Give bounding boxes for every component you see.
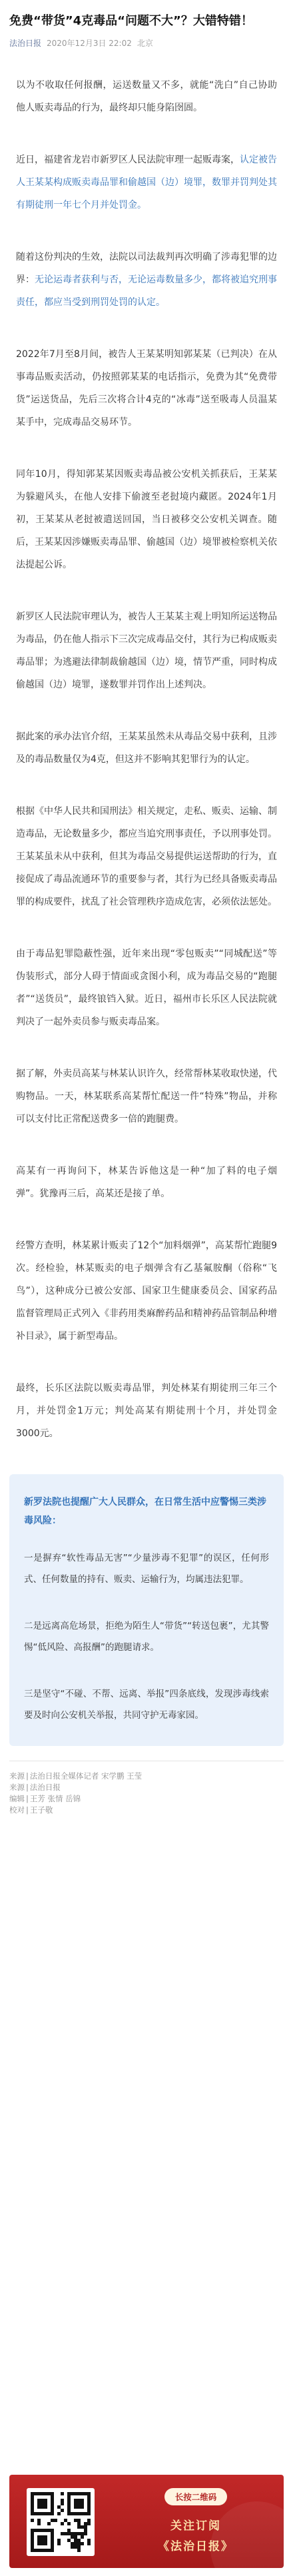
paragraph-text: 近日，福建省龙岩市新罗区人民法院审理一起贩毒案，: [16, 155, 240, 165]
qr-module: [57, 2539, 61, 2542]
qr-module: [84, 2525, 87, 2529]
qr-module: [37, 2522, 41, 2525]
qr-module: [77, 2545, 81, 2549]
tip-item: 二是远离高危场景，拒绝为陌生人“带货”“转送包裹”，尤其警惕“低风险、高报酬”的跑腿请求。: [24, 1621, 269, 1653]
qr-module: [77, 2542, 81, 2545]
qr-module: [67, 2529, 71, 2532]
paragraph: [16, 1377, 277, 1445]
credit-separator: |: [26, 1771, 29, 1781]
qr-module: [87, 2522, 91, 2525]
qr-module: [87, 2519, 91, 2522]
paragraph-text: 根据《中华人民共和国刑法》相关规定，走私、贩卖、运输、制造毒品，无论数量多少，都应当追究刑事责任，予以刑事处罚。王某某虽未从中获利，但其为毒品交易提供运送帮助的行为，直接促成了毒品流通环节的重要参与者，其行为已经具备贩卖毒品罪的构成要件，扰乱了社会管理秩序造成危害，必须依法惩处。: [16, 806, 277, 907]
paragraph-text: 随着这份判决的生效，法院以司法裁判再次明确了涉毒犯罪的边界：: [16, 252, 277, 285]
qr-module: [57, 2542, 61, 2545]
qr-module: [67, 2522, 71, 2525]
tip-item: 三是坚守“不碰、不帮、远离、举报”四条底线，发现涉毒线索要及时向公安机关举报，共同守护无毒家园。: [24, 1689, 269, 1721]
credit-separator: |: [26, 1783, 29, 1792]
qr-module: [47, 2522, 51, 2525]
qr-module: [77, 2532, 81, 2535]
qr-module: [81, 2525, 84, 2529]
qr-module: [31, 2519, 34, 2522]
qr-module: [67, 2539, 71, 2542]
tip-list: [24, 1547, 269, 1726]
credit-line: [9, 1805, 284, 1816]
qr-module: [84, 2529, 87, 2532]
qr-module: [77, 2539, 81, 2542]
paragraph: [16, 74, 277, 119]
credit-line: [9, 1771, 284, 1782]
qr-module: [74, 2519, 77, 2522]
qr-module: [74, 2535, 77, 2539]
credit-value: 王芳 张情 岳锦: [29, 1794, 81, 1803]
qr-module: [67, 2532, 71, 2535]
article-title: 免费“带货”4克毒品“问题不大”？大错特错！: [9, 14, 253, 28]
article-meta: [9, 37, 284, 49]
credit-label: 编辑: [9, 1794, 25, 1803]
highlighted-text: 认定被告人王某某构成贩卖毒品罪和偷越国（边）境罪，数罪并罚判处其有期徒刑一年七个月并处罚金。: [16, 155, 277, 211]
subscribe-banner[interactable]: [9, 2475, 284, 2568]
qr-module: [81, 2532, 84, 2535]
qr-module: [64, 2532, 67, 2535]
qr-module: [37, 2519, 41, 2522]
paragraph-text: 由于毒品犯罪隐蔽性强，近年来出现“零包贩卖”“同城配送”等伪装形式，部分人碍于情面或贪图小利，成为毒品交易的“跑腿者”“送货员”，最终锒铛入狱。近日，福州市长乐区人民法院就判决了一起外卖员参与贩卖毒品案。: [16, 949, 277, 1027]
qr-module: [61, 2492, 64, 2495]
qr-module: [81, 2542, 84, 2545]
credit-label: 来源: [9, 1783, 25, 1792]
qr-module: [61, 2509, 64, 2512]
qr-module: [61, 2532, 64, 2535]
tip-title: 新罗法院也提醒广大人民群众，在日常生活中应警惕三类涉毒风险：: [24, 1497, 266, 1526]
credit-list: [9, 1771, 284, 1816]
paragraph: [16, 943, 277, 1033]
paragraph-text: 同年10月，得知郭某某因贩卖毒品被公安机关抓获后，王某某为躲避风头，在他人安排下偷渡至老挝境内藏匿。2024年1月初，王某某从老挝被遣送回国，当日被移交公安机关调查。随后，王某某因涉嫌贩卖毒品罪、偷越国（边）境罪被检察机关依法提起公诉。: [16, 469, 277, 570]
qr-module: [77, 2522, 81, 2525]
qr-code-icon[interactable]: [27, 2488, 95, 2556]
article-header: [0, 0, 293, 49]
qr-module: [77, 2519, 81, 2522]
credit-line: [9, 1782, 284, 1793]
qr-module: [57, 2512, 61, 2515]
qr-module: [74, 2539, 77, 2542]
qr-module: [87, 2542, 91, 2545]
publish-location: 北京: [137, 39, 153, 48]
paragraph: [16, 606, 277, 696]
banner-text: [123, 2488, 269, 2553]
highlighted-text: 无论运毒者获利与否，无论运毒数量多少，都将被追究刑事责任，都应当受到刑罚处罚的认定。: [16, 274, 277, 308]
paragraph: [16, 246, 277, 314]
paragraph-text: 经警方查明，林某累计贩卖了12个“加料烟弹”，高某帮忙跑腿9次。经检验，林某贩卖的电子烟弹含有乙基氟胺酮（俗称“飞鸟”），这种成分已被公安部、国家卫生健康委员会、国家药品监督管理局正式列入《非药用类麻醉药品和精神药品管制品种增补目录》，属于新型毒品。: [16, 1240, 277, 1342]
qr-module: [54, 2519, 57, 2522]
qr-module: [61, 2522, 64, 2525]
source-link[interactable]: 法治日报: [9, 39, 42, 48]
credit-label: 校对: [9, 1805, 25, 1815]
qr-module: [74, 2532, 77, 2535]
credits: [0, 1746, 293, 1816]
credit-line: [9, 1793, 284, 1805]
paragraph-text: 新罗区人民法院审理认为，被告人王某某主观上明知所运送物品为毒品，仍在他人指示下三次完成毒品交付，其行为已构成贩卖毒品罪；为逃避法律制裁偷越国（边）境，情节严重，同时构成偷越国（边）境罪，遂数罪并罚作出上述判决。: [16, 612, 277, 690]
paragraph-text: 2022年7月至8月间，被告人王某某明知郭某某（已判决）在从事毒品贩卖活动，仍按照郭某某的电话指示，免费为其“免费带货”运送货品，先后三次将合计4克的“冰毒”送至吸毒人员温某某手中，完成毒品交易环节。: [16, 349, 277, 428]
credit-separator: |: [26, 1794, 29, 1803]
qr-module: [84, 2532, 87, 2535]
qr-module: [77, 2525, 81, 2529]
article-body: [0, 49, 293, 1445]
paragraph: [16, 343, 277, 434]
qr-module: [61, 2499, 64, 2502]
paragraph: [16, 463, 277, 576]
qr-finder: [37, 2535, 47, 2545]
qr-module: [74, 2545, 77, 2549]
paragraph: [16, 1234, 277, 1348]
credit-value: 王子敬: [29, 1805, 53, 1815]
qr-module: [64, 2519, 67, 2522]
qr-module: [77, 2549, 81, 2552]
tip-box: [9, 1474, 284, 1746]
qr-module: [71, 2535, 74, 2539]
credit-value: 法治日报: [29, 1783, 61, 1792]
long-press-qr-pill: 长按二维码: [164, 2488, 228, 2505]
paragraph: [16, 800, 277, 913]
credit-value: 法治日报全媒体记者 宋学鹏 王莹: [29, 1771, 143, 1781]
credit-label: 来源: [9, 1771, 25, 1781]
qr-finder: [74, 2499, 84, 2509]
paragraph-text: 以为不收取任何报酬，运送数量又不多，就能“洗白”自己协助他人贩卖毒品的行为，最终却只能身陷囹圄。: [16, 80, 277, 113]
qr-module: [57, 2505, 61, 2509]
paragraph: [16, 149, 277, 216]
qr-module: [71, 2542, 74, 2545]
paragraph-text: 高某有一再询问下，林某告诉他这是一种“加了料的电子烟弹”。犹豫再三后，高某还是接了单。: [16, 1166, 277, 1199]
qr-module: [74, 2542, 77, 2545]
qr-module: [51, 2519, 54, 2522]
qr-module: [71, 2532, 74, 2535]
publish-date: 2020年12月3日 22:02: [47, 39, 132, 48]
qr-code-graphic: [31, 2492, 91, 2552]
tip-item: 一是摒弃“软性毒品无害”“少量涉毒不犯罪”的误区，任何形式、任何数量的持有、贩卖、运输行为，均属违法犯罪。: [24, 1553, 269, 1585]
paragraph: [16, 1160, 277, 1205]
qr-module: [81, 2535, 84, 2539]
paragraph-text: 据了解，外卖员高某与林某认识许久，经常帮林某收取快递，代购物品。一天，林某联系高某帮忙配送一件“特殊”物品，并称可以支付比正常配送费多一倍的跑腿费。: [16, 1069, 277, 1124]
qr-module: [87, 2539, 91, 2542]
paragraph-text: 据此案的承办法官介绍，王某某虽然未从毒品交易中获利，且涉及的毒品数量仅为4克，但这并不影响其犯罪行为的认定。: [16, 731, 277, 765]
qr-module: [61, 2502, 64, 2505]
qr-module: [84, 2522, 87, 2525]
credit-separator: |: [26, 1805, 29, 1815]
paragraph-text: 最终，长乐区法院以贩卖毒品罪，判处林某有期徒刑三年三个月，并处罚金1万元；判处高某有期徒刑十个月，并处罚金3000元。: [16, 1383, 277, 1439]
banner-paper-name: 《法治日报》: [158, 2540, 234, 2553]
paragraph: [16, 1063, 277, 1130]
qr-module: [71, 2545, 74, 2549]
qr-finder: [37, 2499, 47, 2509]
banner-subscribe-line: 关注订阅: [170, 2519, 221, 2533]
paragraph: [16, 725, 277, 771]
